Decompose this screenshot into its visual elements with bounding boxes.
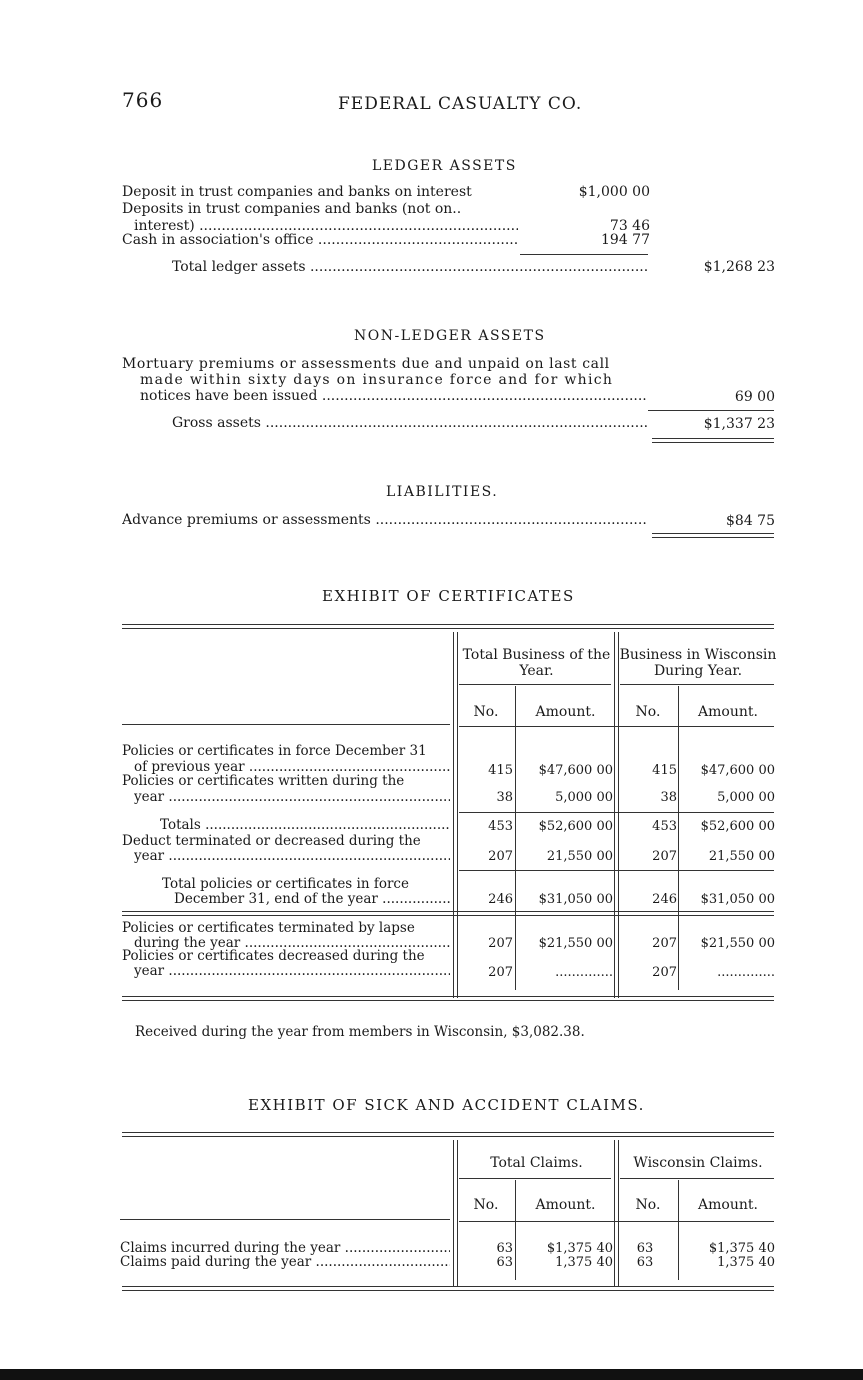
subtotal-rule (459, 870, 774, 871)
group-header-total-claims: Total Claims. (490, 1155, 583, 1171)
cell-no: 63 (496, 1255, 513, 1270)
cell-no: 453 (652, 819, 677, 834)
cell-no: 453 (488, 819, 513, 834)
group-header-rule (459, 684, 611, 685)
row-label-cont: year ..... (134, 789, 450, 805)
ledger-row-amount: $1,000 00 (578, 184, 650, 200)
ledger-assets-title: LEDGER ASSETS (372, 158, 517, 174)
scan-bottom-border (0, 1369, 863, 1380)
row-label-cont: year ..... (134, 963, 450, 979)
group-header-total-business: Total Business of the Year. (462, 647, 611, 679)
row-label-cont: December 31, end of the year ..... (174, 891, 450, 907)
group-header-rule (620, 1178, 774, 1179)
nonledger-amount: 69 00 (734, 389, 775, 405)
table-divider (678, 686, 679, 990)
cell-amount: 21,550 00 (708, 849, 775, 864)
ledger-row-cash: Cash in association's office ..... (122, 232, 518, 248)
header-bottom-rule (120, 1219, 450, 1220)
section-double-rule (122, 911, 774, 916)
claims-bottom-rule (122, 1286, 774, 1291)
cell-amount: $47,600 00 (700, 763, 775, 778)
cell-amount: 5,000 00 (717, 790, 775, 805)
page-number: 766 (122, 88, 164, 112)
cell-amount: 21,550 00 (546, 849, 613, 864)
row-label: Total policies or certificates in force (162, 876, 409, 892)
cell-no: 246 (488, 892, 513, 907)
wisconsin-receipts-note: Received during the year from members in Wisconsin, $3,082.38. (135, 1024, 585, 1040)
cell-no: 207 (488, 849, 513, 864)
table-bottom-rule (122, 996, 774, 1001)
row-label: Deduct terminated or decreased during the (122, 833, 421, 849)
advance-premiums-label: Advance premiums or assessments ..... (122, 512, 648, 528)
cell-amount: $21,550 00 (700, 936, 775, 951)
row-label: Claims paid during the year ..... (120, 1254, 450, 1270)
cell-amount: 5,000 00 (555, 790, 613, 805)
row-label: Claims incurred during the year ..... (120, 1240, 450, 1256)
nonledger-assets-title: NON-LEDGER ASSETS (354, 328, 546, 344)
cell-no: 246 (652, 892, 677, 907)
ledger-total-amount: $1,268 23 (703, 259, 775, 275)
cell-no: 207 (488, 965, 513, 980)
cell-no: 207 (488, 936, 513, 951)
row-label: Policies or certificates terminated by lapse (122, 920, 415, 936)
col-header-no: No. (473, 1197, 499, 1213)
table-divider (453, 632, 458, 998)
row-label-cont: during the year ..... (134, 935, 450, 951)
subtotal-rule (459, 812, 774, 813)
nonledger-rule (648, 410, 774, 411)
ledger-row-label-cont: interest) ..... (134, 218, 518, 234)
gross-assets-double-rule (652, 438, 774, 443)
ledger-subtotal-rule (520, 254, 648, 255)
table-top-rule (122, 624, 774, 629)
cell-amount: $21,550 00 (538, 936, 613, 951)
cell-amount: $47,600 00 (538, 763, 613, 778)
cell-no: 38 (660, 790, 677, 805)
col-header-no: No. (473, 704, 499, 720)
claims-top-rule (122, 1132, 774, 1137)
cell-amount: $1,375 40 (546, 1241, 613, 1256)
cell-no: 63 (636, 1255, 654, 1270)
cell-amount: 1,375 40 (717, 1255, 775, 1270)
cell-amount: $1,375 40 (708, 1241, 775, 1256)
col-header-no: No. (635, 1197, 661, 1213)
row-label-cont: year ..... (134, 848, 450, 864)
group-header-wisconsin-claims: Wisconsin Claims. (633, 1155, 763, 1171)
cell-no: 207 (652, 849, 677, 864)
col-header-amount: Amount. (535, 704, 596, 720)
gross-assets-amount: $1,337 23 (703, 416, 775, 432)
table-divider (453, 1140, 458, 1286)
ledger-total-label: Total ledger assets ..... (172, 259, 648, 275)
liabilities-double-rule (652, 533, 774, 538)
row-label: Policies or certificates in force December 31 (122, 743, 427, 759)
table-divider (614, 632, 619, 998)
cell-amount: $52,600 00 (538, 819, 613, 834)
cell-no: 415 (652, 763, 677, 778)
liabilities-title: LIABILITIES. (386, 484, 499, 500)
header-bottom-rule (122, 724, 450, 725)
cell-no: 38 (496, 790, 513, 805)
col-header-amount: Amount. (535, 1197, 596, 1213)
nonledger-line-2: made within sixty days on insurance force and for which (140, 372, 614, 388)
cell-amount: $31,050 00 (700, 892, 775, 907)
table-divider (678, 1180, 679, 1280)
advance-premiums-amount: $84 75 (726, 513, 775, 529)
row-label: Policies or certificates decreased during the (122, 948, 425, 964)
certificates-title: EXHIBIT OF CERTIFICATES (322, 587, 575, 605)
row-label-cont: of previous year ..... (134, 759, 450, 775)
cell-amount: .............. (555, 965, 613, 980)
gross-assets-label: Gross assets ..... (172, 415, 648, 431)
cell-no: 207 (652, 965, 677, 980)
ledger-row-deposit-noninterest: Deposits in trust companies and banks (not on.. (122, 201, 462, 217)
row-label: Policies or certificates written during the (122, 773, 405, 789)
cell-no: 63 (636, 1241, 654, 1256)
ledger-row-label: Deposit in trust companies and banks on interest (122, 184, 472, 200)
group-header-wisconsin-business: Business in Wisconsin During Year. (619, 647, 777, 679)
group-header-rule (459, 1178, 611, 1179)
header-bottom-rule (459, 1221, 774, 1222)
header-bottom-rule (459, 726, 774, 727)
group-header-rule (620, 684, 774, 685)
running-head: FEDERAL CASUALTY CO. (338, 94, 583, 114)
col-header-amount: Amount. (698, 704, 758, 720)
row-label-totals: Totals ..... (160, 817, 450, 833)
cell-amount: 1,375 40 (555, 1255, 613, 1270)
table-divider (515, 1180, 516, 1280)
ledger-row-amount: 73 46 (609, 218, 650, 234)
ledger-row-deposit-interest (122, 184, 522, 200)
cell-amount: $31,050 00 (538, 892, 613, 907)
cell-no: 415 (488, 763, 513, 778)
claims-title: EXHIBIT OF SICK AND ACCIDENT CLAIMS. (248, 1096, 645, 1114)
col-header-amount: Amount. (698, 1197, 758, 1213)
col-header-no: No. (635, 704, 661, 720)
nonledger-line-1: Mortuary premiums or assessments due and unpaid on last call (122, 356, 610, 372)
cell-no: 207 (652, 936, 677, 951)
table-divider (515, 686, 516, 990)
cell-amount: $52,600 00 (700, 819, 775, 834)
cell-no: 63 (496, 1241, 513, 1256)
ledger-row-amount: 194 77 (601, 232, 650, 248)
cell-amount: .............. (717, 965, 775, 980)
nonledger-line-3: notices have been issued ..... (140, 388, 648, 404)
